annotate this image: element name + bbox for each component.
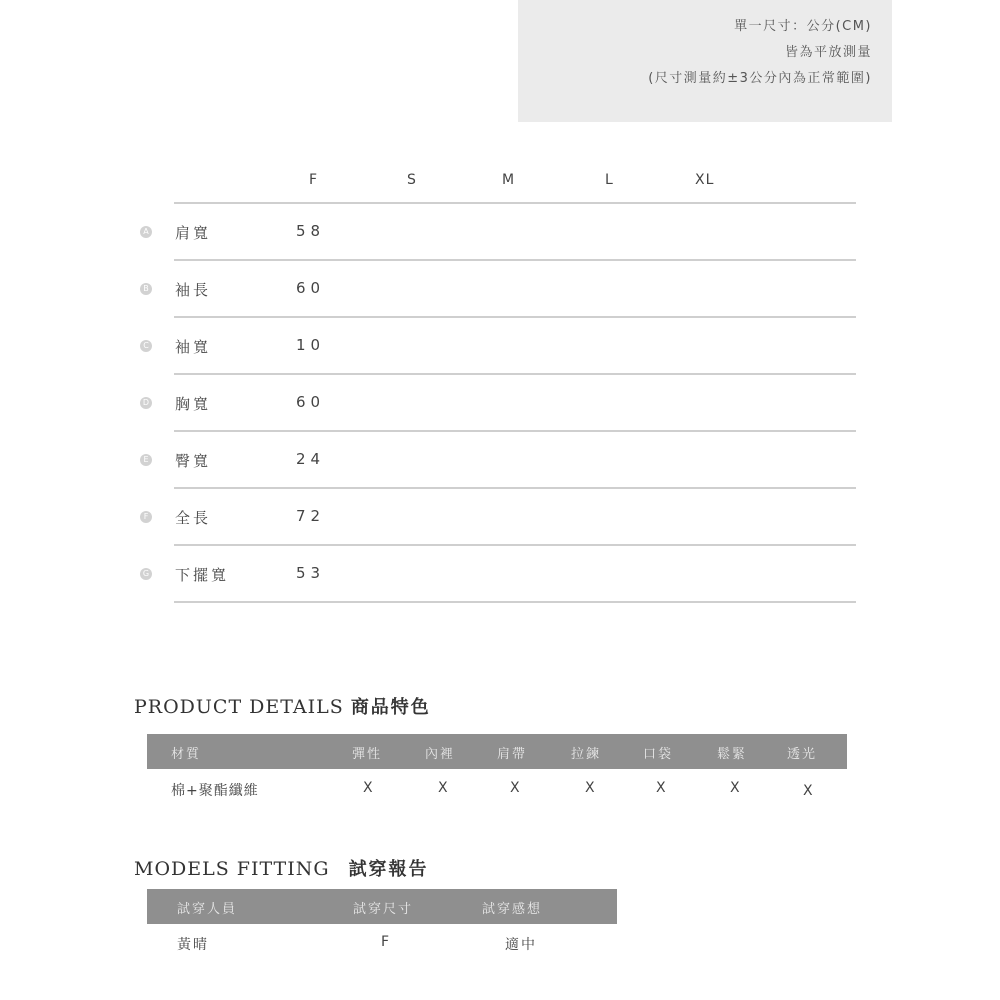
value-sheer: X: [803, 783, 815, 799]
row-label: 袖長: [175, 281, 212, 299]
row-value: 60: [296, 393, 326, 411]
size-chart: [134, 166, 856, 603]
row-label: 下擺寬: [175, 566, 230, 584]
value-fit-feedback: 適中: [505, 937, 537, 953]
size-row-chest: [142, 375, 856, 432]
row-marker-g: G: [140, 568, 152, 580]
value-stretch: X: [730, 780, 742, 796]
models-fitting-row: [147, 924, 617, 964]
col-head-f: F: [309, 172, 319, 188]
header-zipper: 拉鍊: [571, 747, 602, 762]
header-pocket: 口袋: [643, 747, 674, 762]
note-tolerance: (尺寸測量約±3公分內為正常範圍): [648, 71, 872, 86]
size-row-hem: [142, 546, 856, 603]
header-sheer: 透光: [787, 747, 818, 762]
row-marker-c: C: [140, 340, 152, 352]
models-fitting-title-zh: 試穿報告: [348, 859, 429, 880]
product-details-title-zh: 商品特色: [350, 697, 431, 718]
row-marker-f: F: [140, 511, 152, 523]
models-fitting-header: [147, 889, 617, 924]
value-zipper: X: [585, 780, 597, 796]
row-value: 53: [296, 564, 326, 582]
size-row-total-length: [143, 489, 856, 546]
models-fitting-title: [134, 855, 429, 881]
size-chart-header: [174, 166, 856, 204]
row-label: 全長: [175, 509, 212, 527]
value-material: 棉+聚酯纖維: [171, 783, 259, 799]
header-model: 試穿人員: [177, 902, 238, 917]
header-straps: 肩帶: [497, 747, 528, 762]
value-lining: X: [438, 780, 450, 796]
row-marker-d: D: [140, 397, 152, 409]
row-marker-a: A: [140, 226, 152, 238]
col-head-l: L: [605, 172, 614, 188]
models-fitting-title-en: MODELS FITTING: [134, 858, 330, 880]
row-label: 袖寬: [175, 338, 212, 356]
row-value: 60: [296, 279, 326, 297]
value-fit-size: F: [381, 934, 392, 950]
size-row-sleeve-length: [143, 261, 856, 318]
product-details-title-en: PRODUCT DETAILS: [134, 696, 344, 718]
row-value: 72: [296, 507, 326, 525]
row-label: 肩寬: [175, 224, 212, 242]
value-model: 黃晴: [177, 937, 209, 953]
header-lining: 內裡: [425, 747, 456, 762]
note-unit: 單一尺寸：公分(CM): [734, 19, 872, 34]
row-marker-e: E: [140, 454, 152, 466]
col-head-s: S: [407, 172, 417, 188]
product-details-header: [147, 734, 847, 769]
header-material: 材質: [171, 747, 202, 762]
row-marker-b: B: [140, 283, 152, 295]
note-flat-measure: 皆為平放測量: [784, 45, 872, 60]
value-straps: X: [510, 780, 522, 796]
value-elasticity: X: [363, 780, 375, 796]
measurement-note: [518, 0, 892, 122]
header-fit-feedback: 試穿感想: [482, 902, 543, 917]
row-label: 臀寬: [175, 452, 212, 470]
size-row-sleeve-width: [143, 318, 856, 375]
col-head-m: M: [502, 172, 516, 188]
header-stretch: 鬆緊: [717, 747, 748, 762]
row-value: 10: [296, 336, 326, 354]
size-row-shoulder: [143, 204, 856, 261]
row-value: 24: [296, 450, 326, 468]
row-label: 胸寬: [175, 395, 212, 413]
product-details-row: [147, 769, 847, 809]
header-fit-size: 試穿尺寸: [353, 902, 414, 917]
col-head-xl: XL: [695, 172, 715, 188]
size-row-arm: [143, 432, 856, 489]
value-pocket: X: [656, 780, 668, 796]
header-elasticity: 彈性: [352, 747, 383, 762]
row-value: 58: [296, 222, 326, 240]
product-details-title: [134, 693, 431, 719]
